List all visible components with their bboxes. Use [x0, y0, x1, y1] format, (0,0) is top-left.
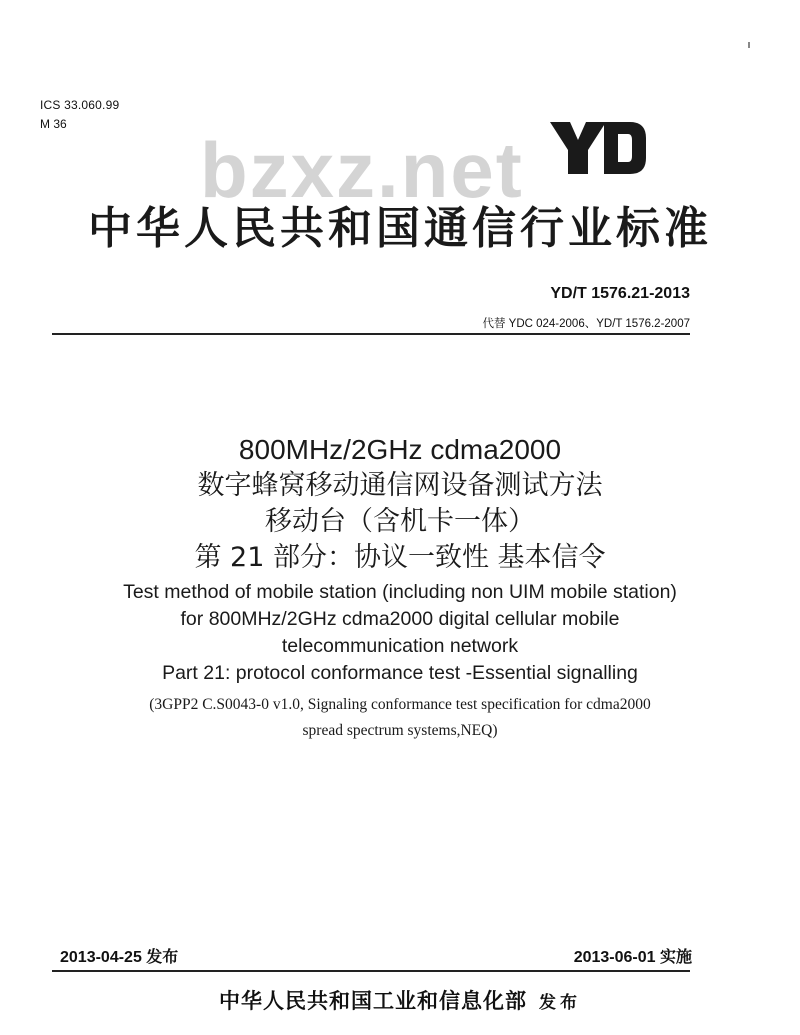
standard-number: YD/T 1576.21-2013: [550, 285, 690, 302]
yd-logo-y-glyph: [550, 122, 606, 174]
publish-date: 2013-04-25 发布: [60, 949, 179, 966]
issuer: [0, 985, 800, 1015]
implement-date: 2013-06-01 实施: [573, 949, 692, 966]
footer-divider: [52, 970, 690, 972]
issuer-name: 中华人民共和国工业和信息化部: [219, 989, 527, 1013]
english-title-line: for 800MHz/2GHz cdma2000 digital cellular mobile: [180, 608, 620, 630]
equivalence-note-line: spread spectrum systems,NEQ): [302, 722, 498, 739]
header-divider: [52, 333, 690, 335]
english-title-line: telecommunication network: [281, 635, 519, 657]
watermark: bzxz.net: [200, 126, 524, 214]
title-line-1: 800MHz/2GHz cdma2000: [238, 434, 562, 465]
english-title-line: Part 21: protocol conformance test -Essential signalling: [162, 662, 638, 684]
english-title: [0, 579, 800, 687]
replaces-note: 代替 YDC 024-2006、YD/T 1576.2-2007: [482, 318, 690, 330]
classification-code: M 36: [40, 117, 67, 131]
issuer-suffix: 发布: [539, 993, 581, 1013]
title-line-3: 移动台（含机卡一体）: [265, 506, 535, 537]
yd-logo-d-glyph: [604, 122, 646, 174]
standard-category-title: 中华人民共和国通信行业标准: [88, 203, 712, 254]
title-line-4: 第 21 部分：协议一致性 基本信令: [194, 542, 606, 573]
equivalence-note-line: (3GPP2 C.S0043-0 v1.0, Signaling conformance test specification for cdma2000: [149, 696, 651, 713]
equivalence-note: [0, 692, 800, 744]
title-line-2: 数字蜂窝移动通信网设备测试方法: [197, 470, 603, 501]
ics-code: ICS 33.060.99: [40, 98, 120, 112]
title-block: [0, 432, 800, 744]
scan-speck: [748, 42, 750, 48]
english-title-line: Test method of mobile station (including non UIM mobile station): [123, 581, 677, 603]
yd-logo: [548, 120, 648, 176]
